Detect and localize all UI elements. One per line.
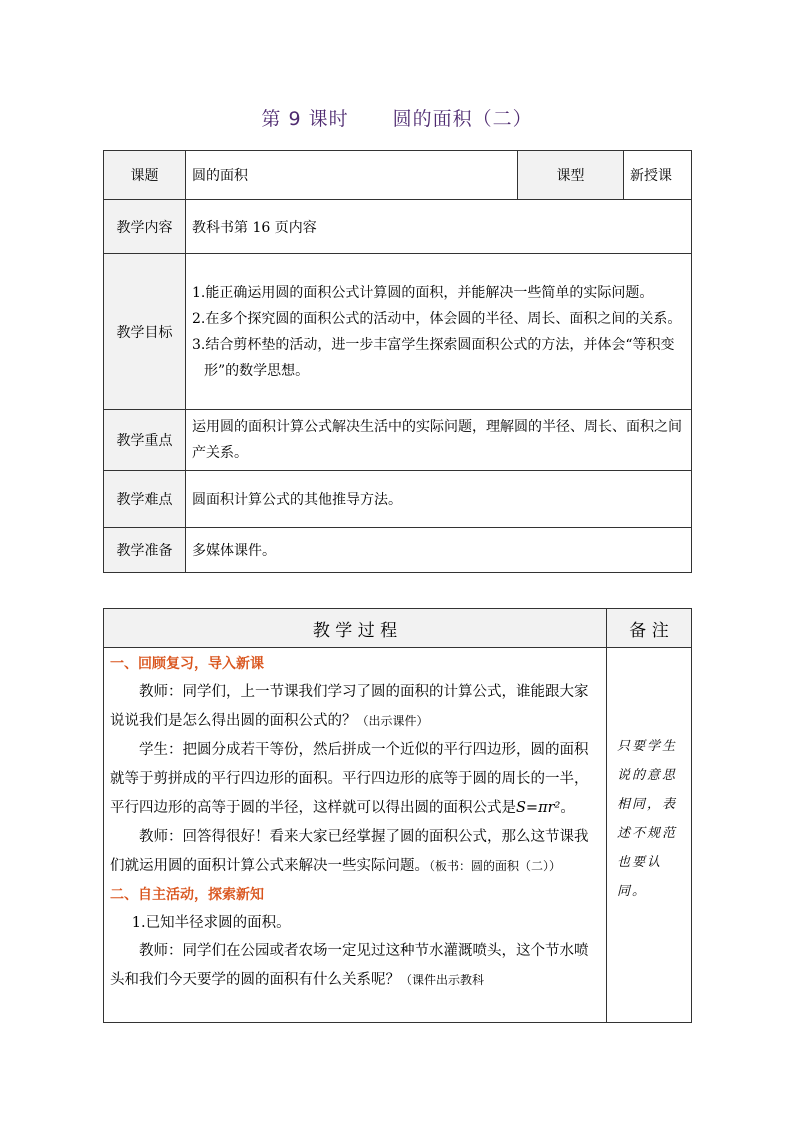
paragraph-note: （课件出示教科	[400, 973, 485, 987]
subject-value: 圆的面积	[186, 151, 518, 200]
paragraph	[110, 736, 602, 823]
goal-item: 3.结合剪杯垫的活动，进一步丰富学生探索圆面积公式的方法，并体会“等积变形”的数学思想。	[192, 336, 675, 379]
page-title	[0, 104, 794, 131]
goal-label: 教学目标	[104, 254, 186, 410]
focus-value: 运用圆的面积计算公式解决生活中的实际问题，理解圆的半径、周长、面积之间产关系。	[186, 410, 692, 471]
goal-item: 2.在多个探究圆的面积公式的活动中，体会圆的半径、周长、面积之间的关系。	[192, 310, 682, 327]
subject-label: 课题	[104, 151, 186, 200]
row-subject	[104, 151, 692, 200]
paragraph-text: 教师：同学们在公园或者农场一定见过这种节水灌溉喷头，这个节水喷头和我们今天要学的圆的面积有什么关系呢？	[110, 943, 589, 988]
row-goals	[104, 254, 692, 410]
note-cell	[607, 648, 692, 1023]
goal-list	[186, 254, 692, 410]
content-value: 教科书第 16 页内容	[186, 200, 692, 254]
paragraph-text: 教师：同学们，上一节课我们学习了圆的面积的计算公式，谁能跟大家说说我们是怎么得出圆的面积公式的？	[110, 684, 589, 729]
focus-label: 教学重点	[104, 410, 186, 471]
paragraph-text: 。	[560, 800, 575, 816]
paragraph-note: （板书：圆的面积（二））	[429, 859, 562, 873]
lesson-topic: 圆的面积（二）	[392, 108, 533, 130]
lesson-number: 第 9 课时	[261, 108, 349, 130]
row-prep	[104, 528, 692, 573]
paragraph-text: 学生：把圆分成若干等份，然后拼成一个近似的平行四边形，圆的面积就等于剪拼成的平行四边形的面积。平行四边形的底等于圆的周长的一半，平行四边形的高等于圆的半径，这样就可以得出圆的面积公式是	[110, 742, 589, 816]
content-label: 教学内容	[104, 200, 186, 254]
process-body-row	[104, 648, 692, 1023]
section-title: 二、自主活动，探索新知	[110, 887, 264, 903]
process-header: 教 学 过 程	[104, 609, 607, 648]
process-body	[104, 648, 607, 1023]
paragraph-text: 教师：回答得很好！看来大家已经掌握了圆的面积公式，那么这节课我们就运用圆的面积计算公式来解决一些实际问题。	[110, 829, 589, 874]
row-content	[104, 200, 692, 254]
subsection-title: 1.已知半径求圆的面积。	[131, 915, 291, 931]
area-formula: S=πr²	[516, 800, 561, 816]
note-header: 备 注	[607, 609, 692, 648]
prep-label: 教学准备	[104, 528, 186, 573]
goal-item: 1.能正确运用圆的面积公式计算圆的面积，并能解决一些简单的实际问题。	[192, 284, 654, 301]
type-label: 课型	[518, 151, 624, 200]
paragraph	[110, 678, 602, 736]
section-title: 一、回顾复习，导入新课	[110, 656, 264, 672]
difficulty-label: 教学难点	[104, 471, 186, 528]
paragraph-note: （出示课件）	[356, 714, 429, 728]
paragraph	[110, 937, 602, 995]
type-value: 新授课	[624, 151, 692, 200]
teaching-process-table	[103, 608, 692, 1023]
difficulty-value: 圆面积计算公式的其他推导方法。	[186, 471, 692, 528]
lesson-info-table	[103, 150, 692, 573]
paragraph	[110, 823, 602, 881]
process-header-row	[104, 609, 692, 648]
row-focus	[104, 410, 692, 471]
row-difficulty	[104, 471, 692, 528]
note-text: 只要学生说的意思相同，表述不规范也要认同。	[617, 739, 678, 899]
prep-value: 多媒体课件。	[186, 528, 692, 573]
